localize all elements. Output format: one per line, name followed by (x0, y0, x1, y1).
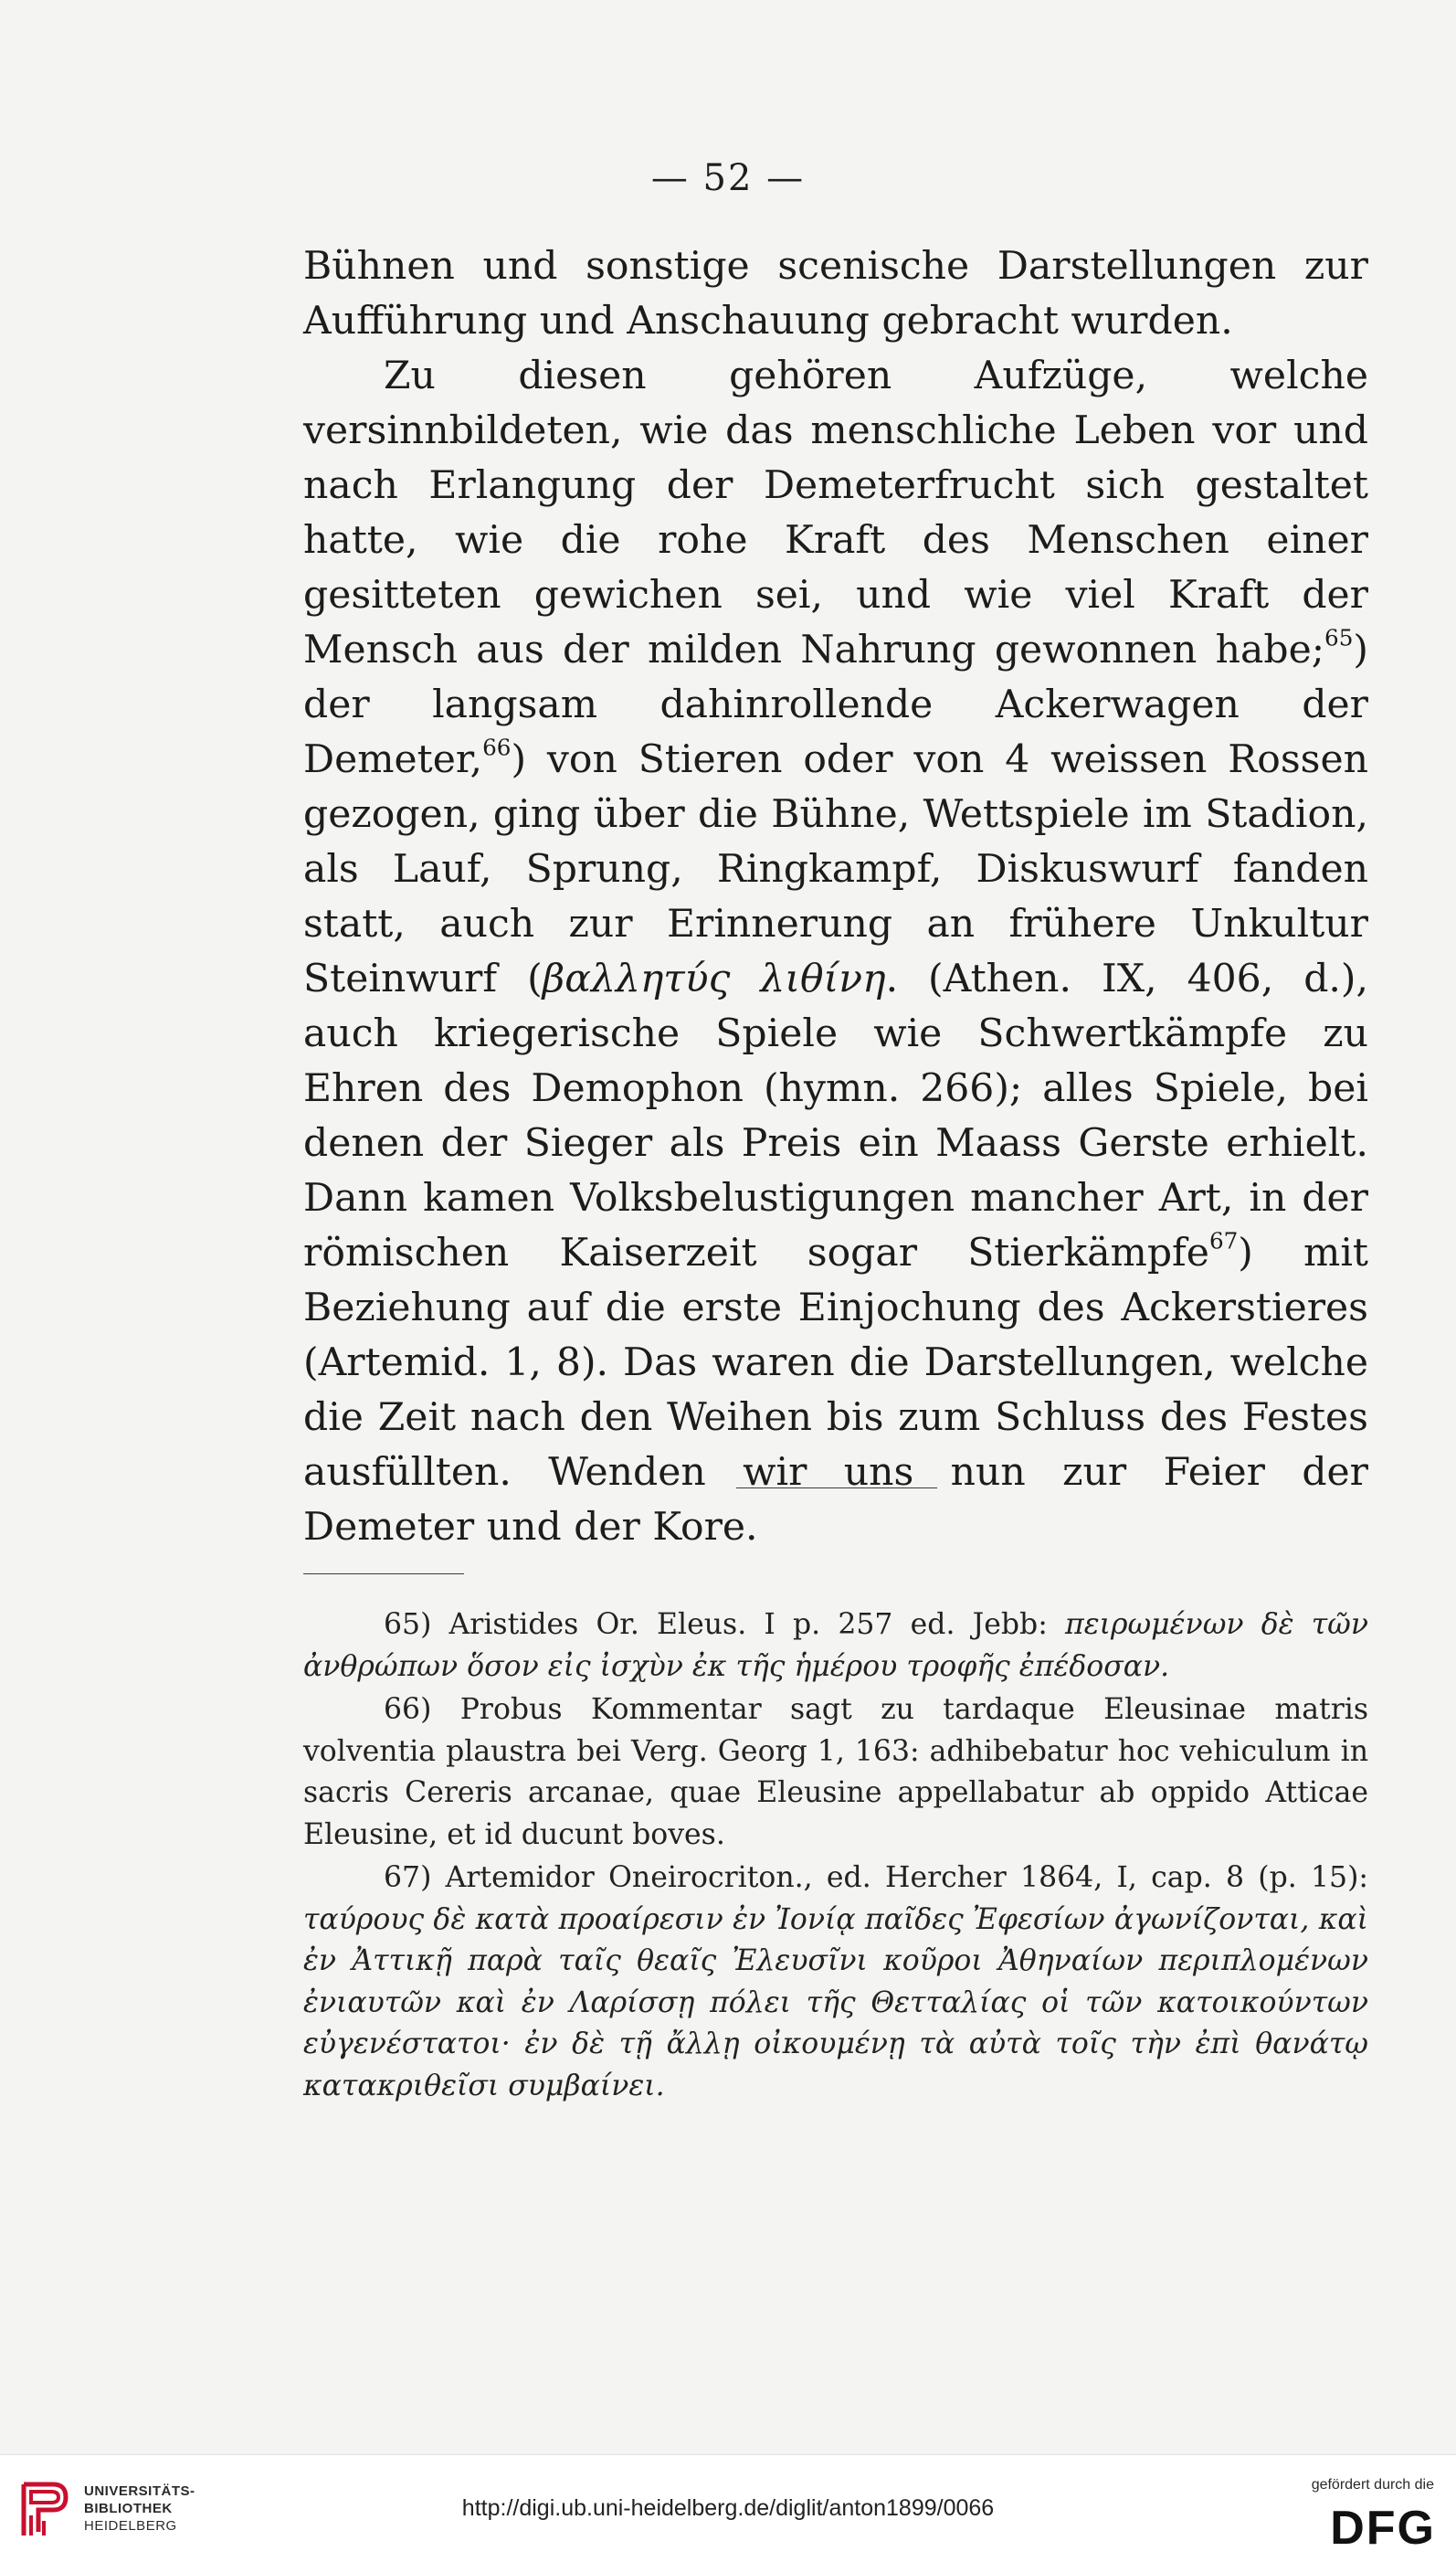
page-number: — 52 — (650, 157, 806, 199)
paragraph-2-text: Zu diesen gehören Aufzüge, welche versinnbildeten, wie das menschliche Leben vor und nach Erlangung der Demeterfrucht sich gestaltet hatte, wie die rohe Kraft des Menschen einer gesitteten gewichen sei, und wie viel Kraft der Mensch aus der milden Nahrung gewonnen habe; (303, 354, 1368, 672)
footnote-67 (303, 1858, 1368, 2107)
footnote-2-greek-quote: ταύρους δὲ κατὰ προαίρεσιν ἐν Ἰονίᾳ παῖδες Ἐφεσίων ἀγωνίζονται, καὶ ἐν Ἀττικῇ παρὰ ταῖς θεαῖς Ἐλευσῖνι κοῦροι Ἀθηναίων περιπλομένων ἐνιαυτῶν καὶ ἐν Λαρίσσῃ πόλει τῆς Θετταλίας οἱ τῶν κατοικούντων εὐγενέστατοι· ἐν δὲ τῇ ἄλλῃ οἰκουμένῃ τὰ αὐτὰ τοῖς τὴν ἐπὶ θανάτῳ κατακριθεῖσι συμβαίνει. (303, 1902, 1368, 2102)
footnote-0-text: 65) Aristides Or. Eleus. I p. 257 ed. Jebb: (384, 1608, 1066, 1641)
footnote-reference-66: 66 (482, 734, 512, 761)
footnote-reference-67: 67 (1208, 1227, 1239, 1255)
footnote-reference-65: 65 (1324, 624, 1354, 651)
dfg-logo-icon[interactable]: DFG (1330, 2502, 1436, 2555)
paragraph-1-text: Bühnen und sonstige scenische Darstellungen zur Aufführung und Anschauung gebracht wurden. (303, 244, 1368, 344)
paragraph-2 (303, 349, 1368, 1555)
footnote-separator (303, 1573, 464, 1574)
permalink-url[interactable]: http://digi.ub.uni-heidelberg.de/diglit/anton1899/0066 (461, 2495, 995, 2521)
paragraph-2-text: ) mit Beziehung auf die erste Einjochung des Ackerstieres (Artemid. 1, 8). Das waren die Darstellungen, welche die Zeit nach den Weihen bis zum Schluss des Festes ausfüllten. Wenden wir uns nun zur Feier der Demeter und der Kore. (303, 1231, 1369, 1550)
section-divider (736, 1487, 937, 1488)
library-line-2: BIBLIOTHEK (84, 2501, 173, 2516)
main-text (303, 239, 1368, 1555)
library-line-3: HEIDELBERG (84, 2518, 177, 2534)
paragraph-2-text: . (Athen. IX, 406, d.), auch kriegerische Spiele wie Schwertkämpfe zu Ehren des Demophon (hymn. 266); alles Spiele, bei denen der Sieger als Preis ein Maass Gerste erhielt. Dann kamen Volksbelustigungen mancher Art, in der römischen Kaiserzeit sogar Stierkämpfe (303, 957, 1368, 1276)
footnote-1-text: 66) Probus Kommentar sagt zu tardaque Eleusinae matris volventia plaustra bei Verg. Georg 1, 163: adhibebatur hoc vehiculum in sacris Cereris arcanae, quae Eleusine appellabatur ab oppido Atticae Eleusine, et id ducunt boves. (303, 1693, 1368, 1851)
digitization-footer (0, 2454, 1456, 2562)
footnote-2-text: 67) Artemidor Oneirocriton., ed. Hercher 1864, I, cap. 8 (p. 15): (384, 1861, 1368, 1894)
footnotes (303, 1604, 1368, 2107)
footnote-65 (303, 1604, 1368, 1688)
footnote-0-greek-quote: πειρωμένων δὲ τῶν ἀνθρώπων ὅσον εἰς ἰσχὺν ἐκ τῆς ἡμέρου τροφῆς ἐπέδοσαν. (303, 1608, 1368, 1683)
library-line-1: UNIVERSITÄTS- (84, 2483, 195, 2499)
paragraph-2-greek-quote: βαλλητύς λιθίνη (542, 957, 886, 1001)
paragraph-2-text: ) der langsam dahinrollende Ackerwagen der Demeter, (303, 628, 1368, 782)
paragraph-2-text: ) von Stieren oder von 4 weissen Rossen gezogen, ging über die Bühne, Wettspiele im Stadion, als Lauf, Sprung, Ringkampf, Diskuswurf fanden statt, auch zur Erinnerung an frühere Unkultur Steinwurf ( (303, 737, 1368, 1001)
paragraph-1 (303, 239, 1368, 349)
funding-caption: gefördert durch die (1311, 2477, 1434, 2493)
footnote-66 (303, 1689, 1368, 1856)
